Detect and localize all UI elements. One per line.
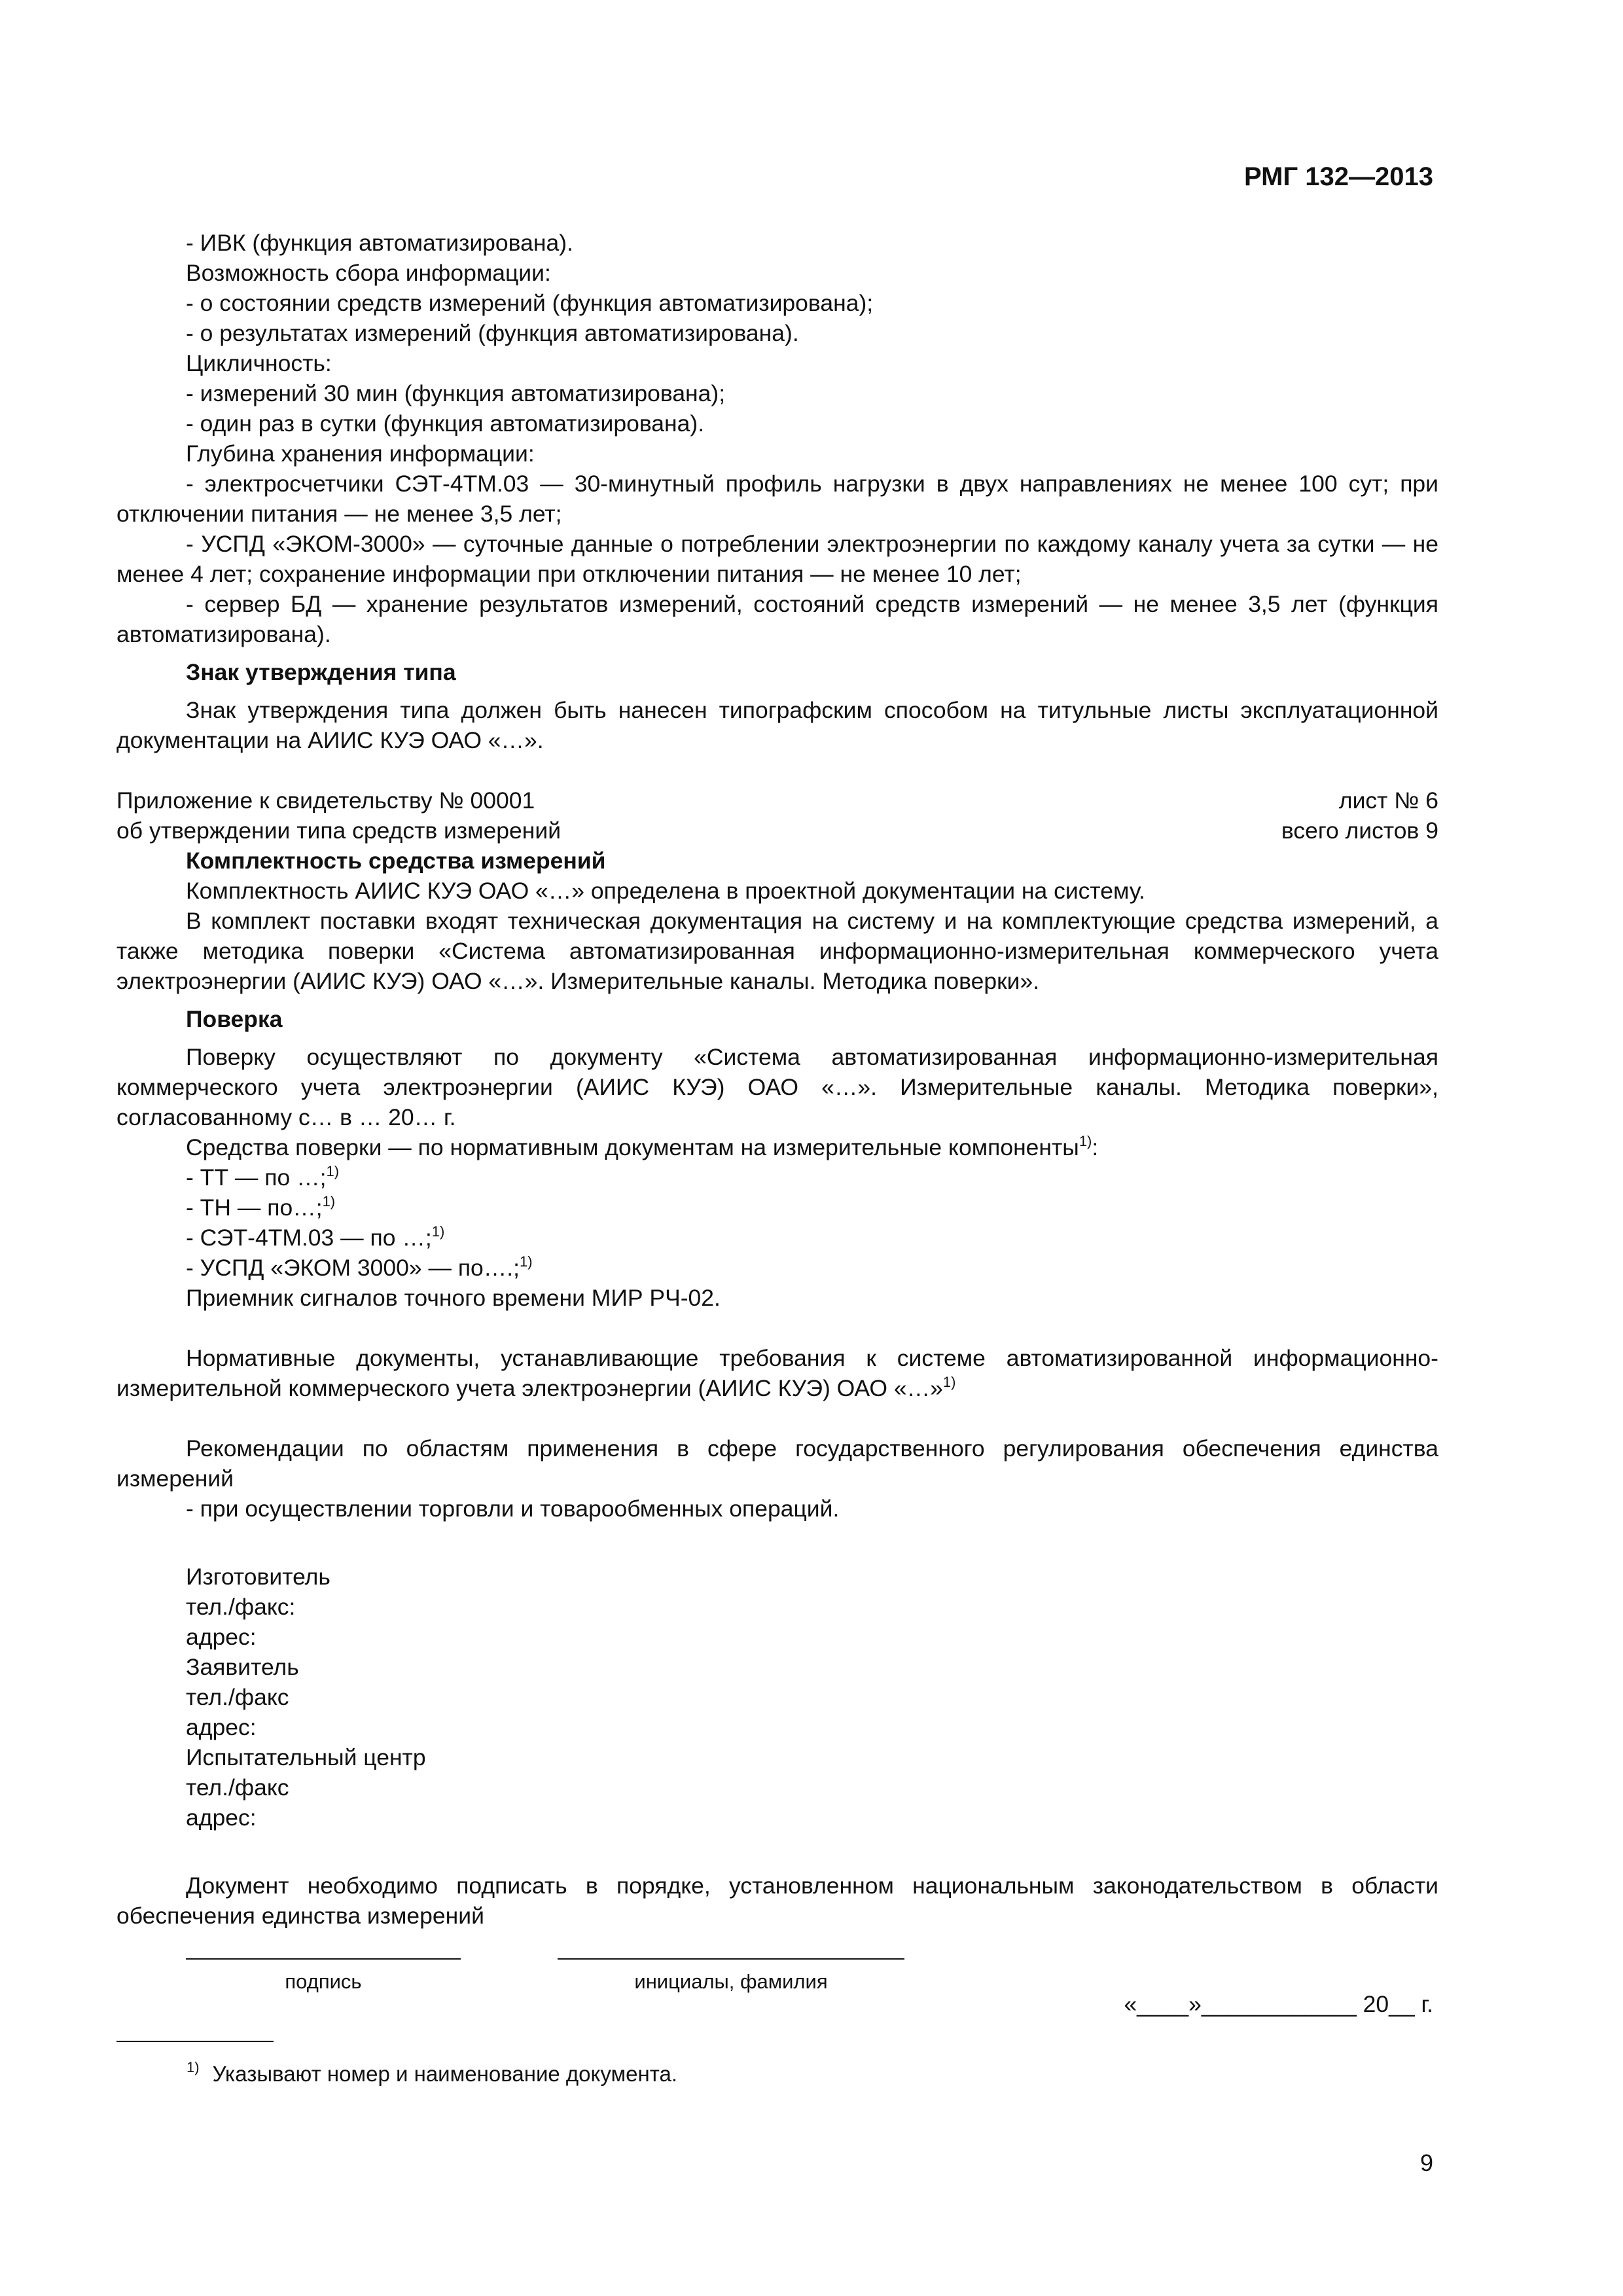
footnote-ref: 1) — [942, 1374, 956, 1390]
list-item: - при осуществлении торговли и товарообменных операций. — [186, 1496, 840, 1522]
appendix-title: Приложение к свидетельству № 00001 — [116, 787, 535, 814]
list-item — [116, 1223, 1438, 1253]
list-item: - измерений 30 мин (функция автоматизирована); — [186, 380, 726, 406]
contact-label: адрес: — [186, 1624, 257, 1650]
contact-label: тел./факс — [186, 1684, 289, 1710]
list-item-text: - СЭТ-4ТМ.03 — по …; — [186, 1225, 432, 1251]
paragraph — [116, 1132, 1438, 1162]
paragraph: Поверку осуществляют по документу «Система автоматизированная информационно-измерительная коммерческого учета электроэнергии (АИИС КУЭ) ОАО «…». Измерительные каналы. Методика поверки», согласованному с… в … 20… г. — [116, 1044, 1438, 1130]
contact-label: тел./факс: — [186, 1594, 296, 1620]
paragraph: Знак утверждения типа должен быть нанесен типографским способом на титульные листы эксплуатационной документации на АИИС КУЭ ОАО «…». — [116, 697, 1438, 753]
list-item: - УСПД «ЭКОМ-3000» — суточные данные о потреблении электроэнергии по каждому каналу учета за сутки — не менее 4 лет; сохранение информации при отключении питания — не менее 10 лет; — [116, 531, 1438, 587]
list-item: - о результатах измерений (функция автоматизирована). — [186, 320, 799, 346]
list-item: - электросчетчики СЭТ-4ТМ.03 — 30-минутный профиль нагрузки в двух направлениях не менее 100 сут; при отключении питания — не менее 3,5 лет; — [116, 471, 1438, 527]
list-item: - один раз в сутки (функция автоматизирована). — [186, 410, 705, 437]
paragraph: Приемник сигналов точного времени МИР РЧ-02. — [186, 1285, 721, 1311]
name-line — [558, 1958, 904, 1960]
section-heading: Комплектность средства измерений — [186, 848, 606, 874]
name-caption: инициалы, фамилия — [634, 1970, 828, 1993]
paragraph: Рекомендации по областям применения в сфере государственного регулирования обеспечения единства измерений — [116, 1435, 1438, 1492]
list-item: - о состоянии средств измерений (функция автоматизирована); — [186, 290, 874, 316]
paragraph — [116, 1343, 1438, 1403]
paragraph: Комплектность АИИС КУЭ ОАО «…» определена в проектной документации на систему. — [186, 878, 1145, 904]
contact-label: Заявитель — [186, 1654, 299, 1680]
section-heading: Поверка — [186, 1006, 283, 1032]
list-item — [116, 1193, 1438, 1223]
paragraph-text: Средства поверки — по нормативным документам на измерительные компоненты — [186, 1134, 1079, 1160]
contact-label: Изготовитель — [186, 1564, 330, 1590]
footnote-ref: 1) — [1079, 1133, 1092, 1149]
contact-label: тел./факс — [186, 1774, 289, 1801]
name-field — [558, 1958, 904, 1994]
sheet-number: лист № 6 — [1338, 787, 1438, 814]
footnote-text: Указывают номер и наименование документа. — [212, 2062, 677, 2086]
signature-line — [186, 1958, 461, 1960]
footnote-ref: 1) — [520, 1253, 533, 1270]
footnote — [187, 2059, 677, 2087]
paragraph: В комплект поставки входят техническая документация на систему и на комплектующие средства измерений, а также методика поверки «Система автоматизированная информационно-измерительная коммерческого учета электроэнергии (АИИС КУЭ) ОАО «…». Измерительные каналы. Методика поверки». — [116, 908, 1438, 994]
paragraph: Документ необходимо подписать в порядке, установленном национальным законодательством в области обеспечения единства измерений — [116, 1873, 1438, 1929]
paragraph: Возможность сбора информации: — [186, 260, 551, 286]
contact-label: адрес: — [186, 1804, 257, 1831]
appendix-subtitle: об утверждении типа средств измерений — [116, 817, 562, 844]
section-heading: Знак утверждения типа — [186, 659, 456, 685]
list-item-text: - ТТ — по …; — [186, 1164, 327, 1191]
appendix-header-row — [116, 785, 1438, 816]
signature-field — [186, 1958, 461, 1994]
document-code: РМГ 132—2013 — [1244, 162, 1433, 191]
document-body — [116, 228, 1438, 1931]
paragraph: Глубина хранения информации: — [186, 440, 535, 467]
footnote-mark: 1) — [187, 2059, 200, 2075]
contact-label: адрес: — [186, 1714, 257, 1740]
list-item-text: - ТН — по…; — [186, 1194, 323, 1221]
appendix-header-row — [116, 816, 1438, 846]
paragraph: Цикличность: — [186, 350, 332, 376]
list-item: - сервер БД — хранение результатов измерений, состояний средств измерений — не менее 3,5 лет (функция автоматизирована). — [116, 591, 1438, 647]
date-field: «____»____________ 20__ г. — [1124, 1991, 1433, 2017]
paragraph-text: Нормативные документы, устанавливающие требования к системе автоматизированной информационно-измерительной коммерческого учета электроэнергии (АИИС КУЭ) ОАО «…» — [116, 1345, 1438, 1401]
footnote-separator — [116, 2041, 274, 2042]
list-item — [116, 1162, 1438, 1193]
contact-label: Испытательный центр — [186, 1744, 426, 1770]
sheet-total: всего листов 9 — [1281, 817, 1438, 844]
colon: : — [1092, 1134, 1099, 1160]
footnote-ref: 1) — [322, 1193, 336, 1210]
list-item: - ИВК (функция автоматизирована). — [186, 230, 573, 256]
list-item-text: - УСПД «ЭКОМ 3000» — по….; — [186, 1255, 520, 1281]
list-item — [116, 1253, 1438, 1283]
footnote-ref: 1) — [326, 1163, 340, 1179]
footnote-ref: 1) — [431, 1223, 445, 1240]
page-number: 9 — [1419, 2149, 1433, 2176]
signature-caption: подпись — [285, 1970, 362, 1993]
